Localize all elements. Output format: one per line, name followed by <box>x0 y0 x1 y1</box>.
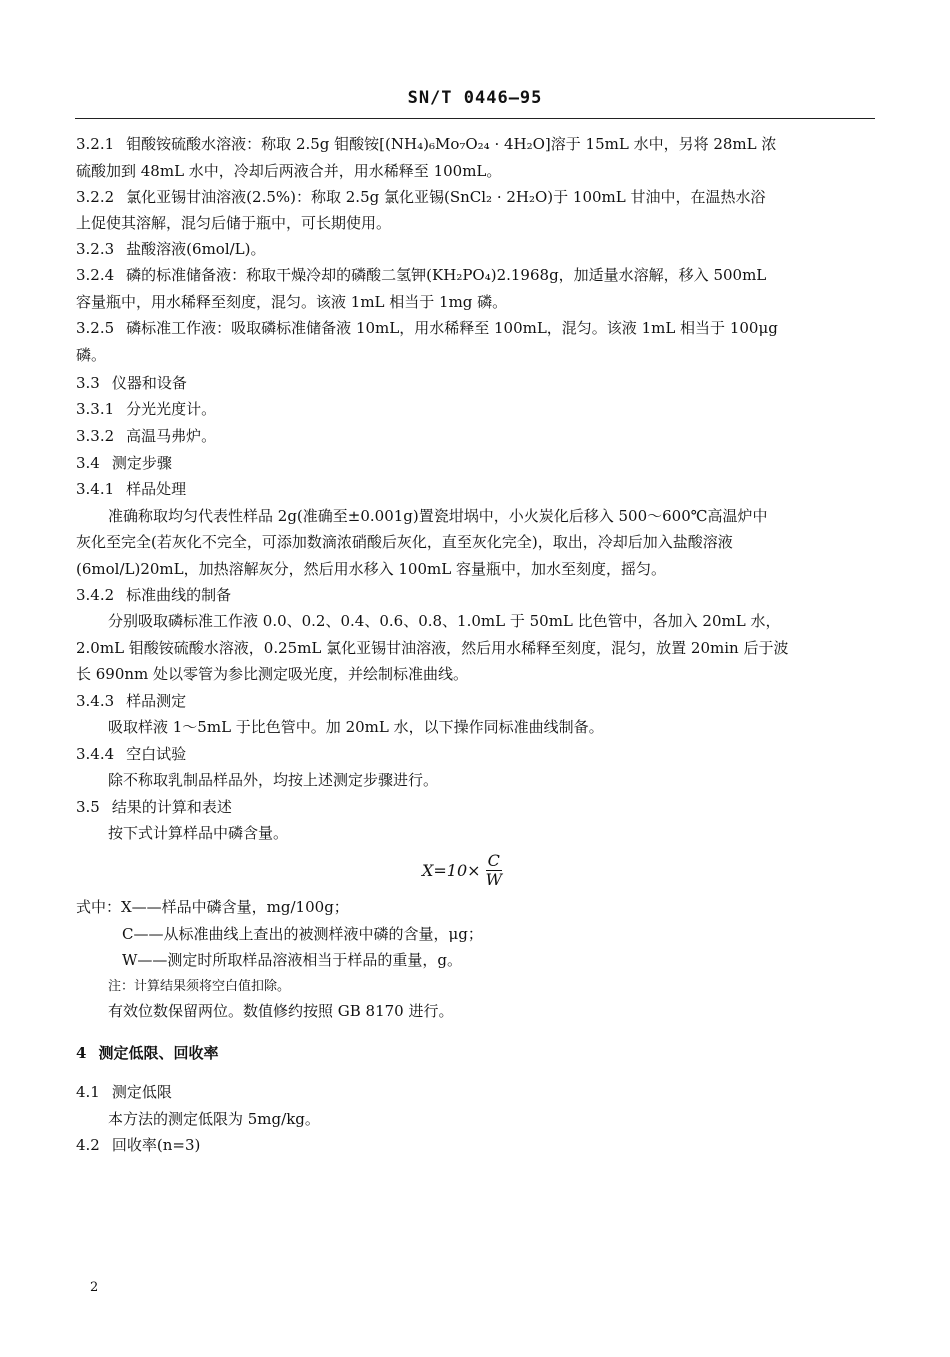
item-number: 3.2.5 <box>76 319 115 337</box>
paragraph: 分别吸取磷标准工作液 0.0、0.2、0.4、0.6、0.8、1.0mL 于 50mL 比色管中，各加入 20mL 水， <box>108 612 781 630</box>
item-number: 3.4 <box>76 454 100 472</box>
fraction-denominator: W <box>485 870 503 889</box>
item-text: 分光光度计。 <box>126 400 217 418</box>
item-3-2-2 <box>76 186 766 208</box>
item-continuation: 磷。 <box>76 346 107 364</box>
item-number: 3.2.3 <box>76 240 115 258</box>
paragraph-continuation: 2.0mL 钼酸铵硫酸水溶液，0.25mL 氯化亚锡甘油溶液，然后用水稀释至刻度，混匀，放置 20min 后于波 <box>76 639 789 657</box>
formula-lhs: X=10× <box>422 861 481 880</box>
item-3-4-4 <box>76 743 186 765</box>
section-number: 4 <box>76 1044 87 1062</box>
note: 注：计算结果须将空白值扣除。 <box>108 979 291 994</box>
item-text: 盐酸溶液(6mol/L)。 <box>126 240 266 258</box>
item-text: 氯化亚锡甘油溶液(2.5%)：称取 2.5g 氯化亚锡(SnCl₂ · 2H₂O)于 100mL 甘油中，在温热水浴 <box>126 188 766 206</box>
item-text: 仪器和设备 <box>111 374 187 392</box>
item-text: 磷的标准储备液：称取干燥冷却的磷酸二氢钾(KH₂PO₄)2.1968g，加适量水溶解，移入 500mL <box>126 266 767 284</box>
item-number: 3.2.4 <box>76 266 115 284</box>
item-text: 结果的计算和表述 <box>111 798 232 816</box>
item-3-2-1 <box>76 133 776 155</box>
item-4-1 <box>76 1081 172 1103</box>
formula <box>422 852 504 889</box>
rounding-rule: 有效位数保留两位。数值修约按照 GB 8170 进行。 <box>108 1002 454 1020</box>
paragraph-continuation: 灰化至完全(若灰化不完全，可添加数滴浓硝酸后灰化，直至灰化完全)，取出，冷却后加入盐酸溶液 <box>76 533 733 551</box>
item-number: 4.2 <box>76 1136 100 1154</box>
item-text: 标准曲线的制备 <box>126 586 232 604</box>
item-continuation: 容量瓶中，用水稀释至刻度，混匀。该液 1mL 相当于 1mg 磷。 <box>76 293 508 311</box>
header-rule <box>75 118 875 119</box>
page-number: 2 <box>90 1280 99 1295</box>
paragraph-continuation: 长 690nm 处以零管为参比测定吸光度，并绘制标准曲线。 <box>76 665 469 683</box>
item-3-2-5 <box>76 317 778 339</box>
document-code: SN/T 0446—95 <box>407 88 543 108</box>
item-3-4-1 <box>76 478 186 500</box>
paragraph: 准确称取均匀代表性样品 2g(准确至±0.001g)置瓷坩埚中，小火炭化后移入 500～600℃高温炉中 <box>108 507 768 525</box>
section-3-5 <box>76 796 232 818</box>
paragraph: 按下式计算样品中磷含量。 <box>108 824 289 842</box>
item-3-3-1 <box>76 398 216 420</box>
paragraph: 吸取样液 1～5mL 于比色管中。加 20mL 水，以下操作同标准曲线制备。 <box>108 718 604 736</box>
section-4-heading <box>76 1042 218 1064</box>
item-number: 3.3 <box>76 374 100 392</box>
item-number: 3.4.1 <box>76 480 115 498</box>
item-text: 回收率(n=3) <box>111 1136 201 1154</box>
item-text: 测定低限 <box>111 1083 172 1101</box>
item-3-4-2 <box>76 584 231 606</box>
item-text: 钼酸铵硫酸水溶液：称取 2.5g 钼酸铵[(NH₄)₆Mo₇O₂₄ · 4H₂O]溶于 15mL 水中，另将 28mL 浓 <box>126 135 777 153</box>
item-text: 高温马弗炉。 <box>126 427 217 445</box>
item-number: 3.3.1 <box>76 400 115 418</box>
item-text: 样品测定 <box>126 692 187 710</box>
item-text: 样品处理 <box>126 480 187 498</box>
legend-w: W——测定时所取样品溶液相当于样品的重量，g。 <box>122 951 463 969</box>
item-number: 3.2.2 <box>76 188 115 206</box>
item-text: 磷标准工作液：吸取磷标准储备液 10mL，用水稀释至 100mL，混匀。该液 1mL 相当于 100μg <box>126 319 778 337</box>
section-3-3 <box>76 372 187 394</box>
item-number: 4.1 <box>76 1083 100 1101</box>
item-3-3-2 <box>76 425 216 447</box>
section-3-4 <box>76 452 172 474</box>
fraction <box>484 852 504 889</box>
section-title: 测定低限、回收率 <box>98 1044 219 1062</box>
item-number: 3.4.4 <box>76 745 115 763</box>
legend-x: 式中：X——样品中磷含量，mg/100g； <box>76 898 349 916</box>
item-3-2-3 <box>76 238 266 260</box>
item-number: 3.3.2 <box>76 427 115 445</box>
item-number: 3.4.3 <box>76 692 115 710</box>
item-text: 空白试验 <box>126 745 187 763</box>
item-3-4-3 <box>76 690 186 712</box>
item-number: 3.4.2 <box>76 586 115 604</box>
paragraph: 本方法的测定低限为 5mg/kg。 <box>108 1110 320 1128</box>
paragraph-continuation: (6mol/L)20mL，加热溶解灰分，然后用水移入 100mL 容量瓶中，加水至刻度，摇匀。 <box>76 560 666 578</box>
paragraph: 除不称取乳制品样品外，均按上述测定步骤进行。 <box>108 771 439 789</box>
item-continuation: 上促使其溶解，混匀后储于瓶中，可长期使用。 <box>76 214 392 232</box>
item-continuation: 硫酸加到 48mL 水中，冷却后两液合并，用水稀释至 100mL。 <box>76 162 502 180</box>
item-number: 3.2.1 <box>76 135 115 153</box>
fraction-numerator: C <box>487 851 500 870</box>
item-4-2 <box>76 1134 200 1156</box>
item-text: 测定步骤 <box>111 454 172 472</box>
item-number: 3.5 <box>76 798 100 816</box>
legend-c: C——从标准曲线上查出的被测样液中磷的含量，μg； <box>122 925 483 943</box>
item-3-2-4 <box>76 264 766 286</box>
